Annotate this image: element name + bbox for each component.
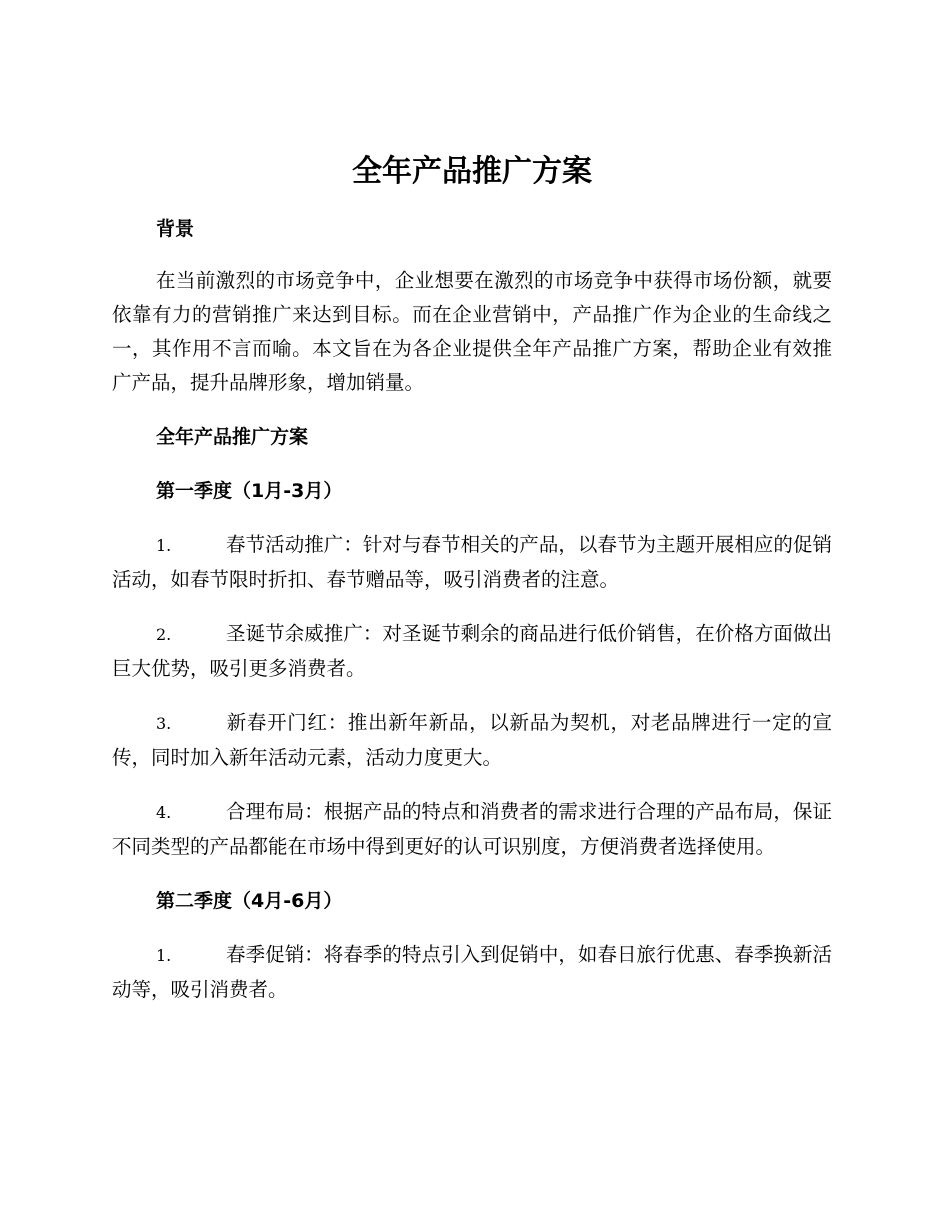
list-item-text: 圣诞节余威推广：对圣诞节剩余的商品进行低价销售，在价格方面做出巨大优势，吸引更多消费者。 — [112, 622, 832, 680]
list-item — [112, 617, 832, 686]
list-item — [112, 706, 832, 775]
list-item — [112, 528, 832, 597]
document-title: 全年产品推广方案 — [352, 154, 592, 189]
list-item-text: 春节活动推广：针对与春节相关的产品，以春节为主题开展相应的促销活动，如春节限时折扣、春节赠品等，吸引消费者的注意。 — [112, 533, 832, 591]
list-item-number: 4. — [156, 803, 172, 822]
q1-heading: 第一季度（1月-3月） — [156, 480, 343, 502]
q1-list — [112, 528, 832, 864]
list-item-number: 3. — [156, 714, 172, 733]
list-item-text: 春季促销：将春季的特点引入到促销中，如春日旅行优惠、春季换新活动等，吸引消费者。 — [112, 943, 832, 1001]
list-item-number: 1. — [156, 946, 172, 965]
q2-list — [112, 938, 832, 1007]
plan-heading: 全年产品推广方案 — [156, 426, 309, 448]
q2-heading: 第二季度（4月-6月） — [156, 890, 343, 912]
background-paragraph: 在当前激烈的市场竞争中，企业想要在激烈的市场竞争中获得市场份额，就要依靠有力的营销推广来达到目标。而在企业营销中，产品推广作为企业的生命线之一，其作用不言而喻。本文旨在为各企业提供全年产品推广方案，帮助企业有效推广产品，提升品牌形象，增加销量。 — [112, 269, 832, 394]
list-item-text: 合理布局：根据产品的特点和消费者的需求进行合理的产品布局，保证不同类型的产品都能在市场中得到更好的认可识别度，方便消费者选择使用。 — [112, 800, 832, 858]
list-item-number: 2. — [156, 625, 172, 644]
list-item — [112, 795, 832, 864]
list-item-number: 1. — [156, 536, 172, 555]
list-item — [112, 938, 832, 1007]
background-heading: 背景 — [156, 218, 195, 240]
list-item-text: 新春开门红：推出新年新品，以新品为契机，对老品牌进行一定的宣传，同时加入新年活动元素，活动力度更大。 — [112, 711, 832, 769]
